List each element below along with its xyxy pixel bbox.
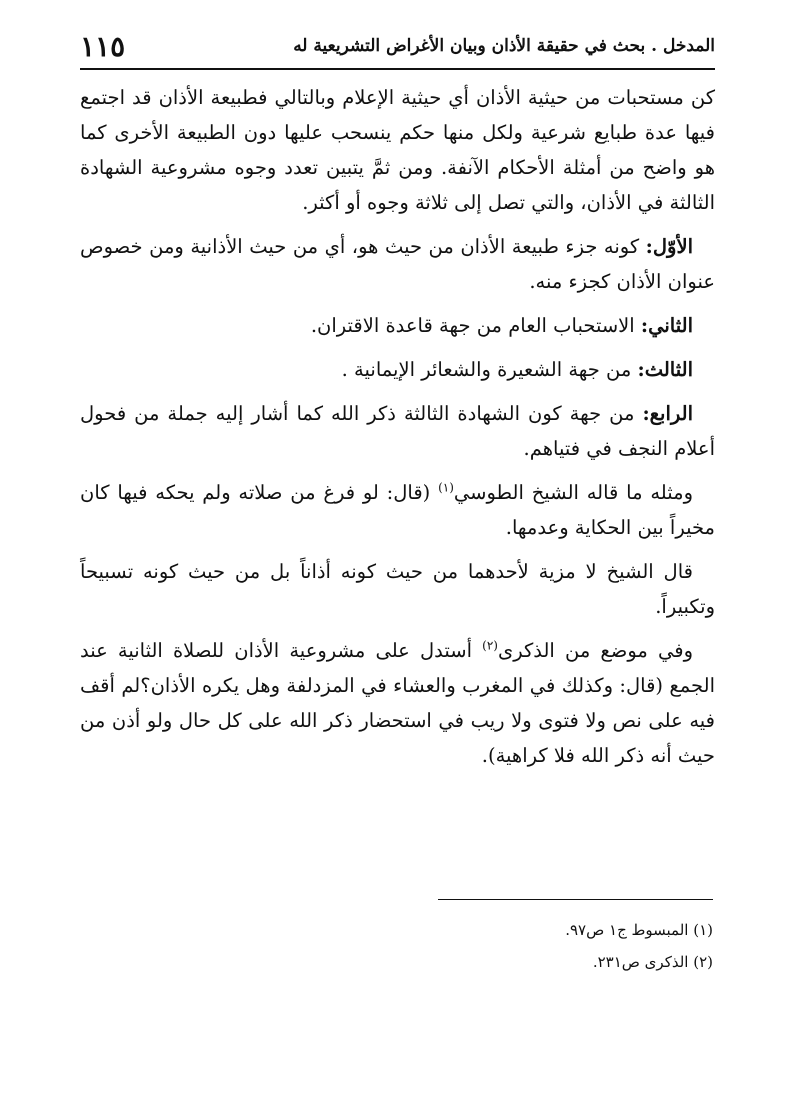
dhikra-quote-text: أستدل على مشروعية الأذان للصلاة الثانية عند الجمع (قال: وكذلك في المغرب والعشاء في المزدلفة وهل يكره الأذان؟لم أقف فيه على نص ولا فتوى ولا ريب في استحضار ذكر الله على كل حال ولو أذن من حيث أنه ذكر الله فلا كراهية).	[80, 639, 715, 767]
body-text	[80, 80, 715, 782]
tusi-quote-lead: ومثله ما قاله الشيخ الطوسي	[453, 481, 693, 504]
paragraph-dhikra-quote	[80, 633, 715, 773]
footnote-ref-1: (١)	[438, 480, 454, 495]
page-header	[80, 26, 715, 66]
paragraph-first-aspect	[80, 229, 715, 299]
fourth-aspect-label: الرابع:	[642, 402, 693, 425]
paragraph-tusi-quote	[80, 475, 715, 545]
tusi-quote-text: (قال: لو فرغ من صلاته ولم يحكه فيها كان مخيراً بين الحكاية وعدمها.	[80, 481, 715, 539]
third-aspect-text: من جهة الشعيرة والشعائر الإيمانية .	[341, 358, 638, 381]
paragraph-fourth-aspect	[80, 396, 715, 466]
second-aspect-label: الثاني:	[640, 314, 693, 337]
footnotes	[80, 914, 713, 978]
dhikra-quote-lead: وفي موضع من الذكرى	[497, 639, 693, 662]
third-aspect-label: الثالث:	[637, 358, 693, 381]
paragraph-sheikh-comment: قال الشيخ لا مزية لأحدهما من حيث كونه أذاناً بل من حيث كونه تسبيحاً وتكبيراً.	[80, 560, 715, 618]
footnote-ref-2: (٢)	[482, 638, 498, 653]
footnote-1: (١) المبسوط ج١ ص٩٧.	[565, 921, 713, 939]
footnote-2: (٢) الذكرى ص٢٣١.	[592, 953, 713, 971]
first-aspect-text: كونه جزء طبيعة الأذان من حيث هو، أي من حيث الأذانية ومن خصوص عنوان الأذان كجزء منه.	[80, 235, 715, 293]
header-rule	[80, 68, 715, 70]
page-number: ١١٥	[80, 29, 126, 63]
second-aspect-text: الاستحباب العام من جهة قاعدة الاقتران.	[310, 314, 641, 337]
footnote-separator	[438, 899, 713, 900]
fourth-aspect-text: من جهة كون الشهادة الثالثة ذكر الله كما أشار إليه جملة من فحول أعلام النجف في فتياهم.	[80, 402, 715, 460]
paragraph-second-aspect	[80, 308, 715, 343]
first-aspect-label: الأوّل:	[645, 235, 693, 258]
paragraph-intro: كن مستحبات من حيثية الأذان أي حيثية الإعلام وبالتالي فطبيعة الأذان قد اجتمع فيها عدة طبايع شرعية ولكل منها حكم ينسحب عليها دون الطبيعة الأخرى كما هو واضح من أمثلة الأحكام الآنفة. ومن ثمَّ يتبين تعدد وجوه مشروعية الشهادة الثالثة في الأذان، والتي تصل إلى ثلاثة وجوه أو أكثر.	[80, 86, 715, 214]
running-title: المدخل . بحث في حقيقة الأذان وبيان الأغراض التشريعية له	[293, 36, 715, 56]
paragraph-third-aspect	[80, 352, 715, 387]
